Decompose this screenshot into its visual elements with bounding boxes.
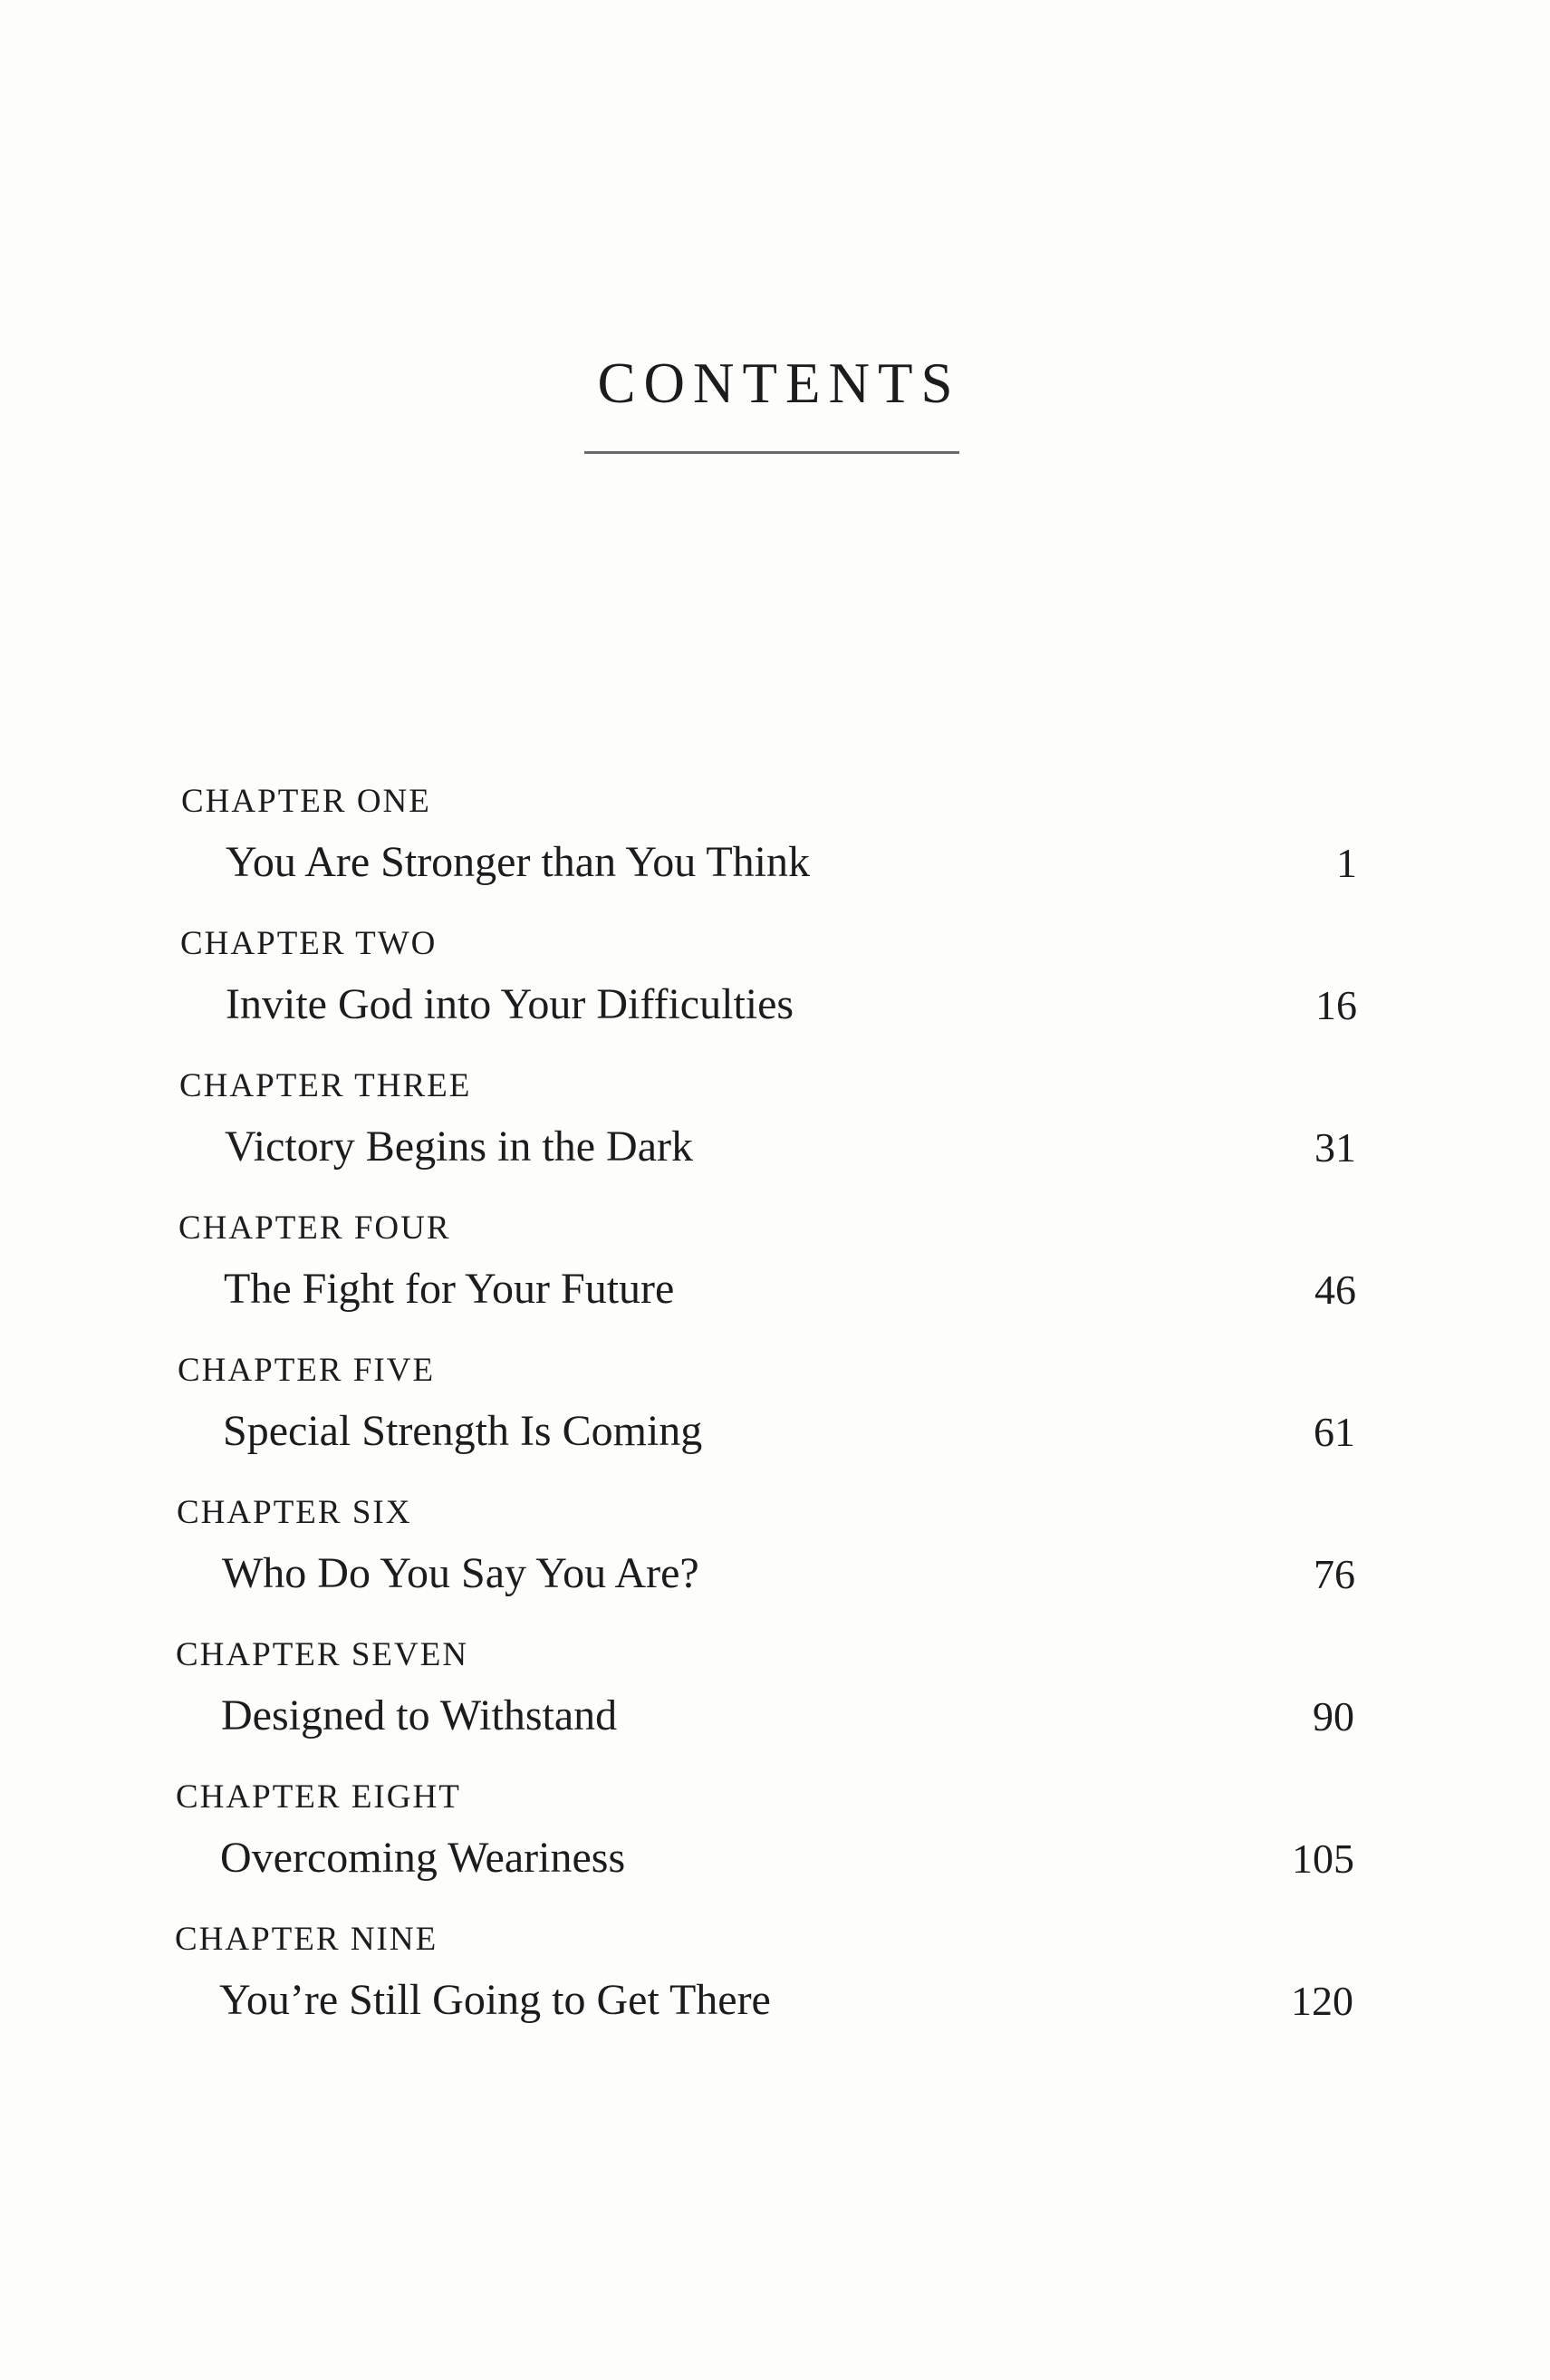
page-number: 76 xyxy=(1314,1551,1355,1597)
chapter-title: Special Strength Is Coming xyxy=(223,1407,703,1455)
chapter-title: Overcoming Weariness xyxy=(220,1834,626,1882)
chapter-title: Victory Begins in the Dark xyxy=(225,1123,694,1171)
toc-entry xyxy=(0,1496,1550,1638)
chapter-label: CHAPTER EIGHT xyxy=(176,1778,461,1816)
page-number: 46 xyxy=(1314,1267,1356,1313)
page-number: 31 xyxy=(1314,1124,1356,1171)
chapter-title: The Fight for Your Future xyxy=(224,1265,675,1313)
contents-heading: CONTENTS xyxy=(597,352,961,415)
page-number: 61 xyxy=(1314,1409,1355,1455)
toc-entry xyxy=(0,1780,1550,1922)
page-number: 105 xyxy=(1292,1836,1354,1882)
toc-entry xyxy=(0,927,1550,1069)
page-number: 16 xyxy=(1315,982,1357,1028)
page-number: 90 xyxy=(1313,1693,1354,1739)
chapter-label: CHAPTER TWO xyxy=(180,925,438,962)
page-number: 1 xyxy=(1336,840,1357,886)
chapter-title: You Are Stronger than You Think xyxy=(226,838,810,886)
chapter-label: CHAPTER THREE xyxy=(179,1067,472,1104)
heading-container xyxy=(0,352,1550,415)
heading-underline xyxy=(584,451,959,454)
chapter-label: CHAPTER FIVE xyxy=(178,1352,436,1389)
chapter-title: You’re Still Going to Get There xyxy=(219,1976,771,2024)
toc-entry xyxy=(0,1211,1550,1354)
chapter-title: Invite God into Your Difficulties xyxy=(226,980,794,1028)
chapter-label: CHAPTER SIX xyxy=(177,1494,412,1531)
chapter-label: CHAPTER FOUR xyxy=(178,1209,451,1247)
chapter-label: CHAPTER ONE xyxy=(181,783,431,820)
chapter-label: CHAPTER NINE xyxy=(175,1921,438,1958)
toc-entry xyxy=(0,1638,1550,1780)
toc-entry xyxy=(0,1354,1550,1496)
toc-entry xyxy=(0,785,1550,927)
page-number: 120 xyxy=(1291,1978,1353,2024)
chapter-label: CHAPTER SEVEN xyxy=(176,1636,469,1673)
toc-entry xyxy=(0,1922,1550,2065)
chapter-title: Who Do You Say You Are? xyxy=(222,1549,699,1597)
chapter-title: Designed to Withstand xyxy=(221,1691,618,1739)
toc-entry xyxy=(0,1069,1550,1211)
